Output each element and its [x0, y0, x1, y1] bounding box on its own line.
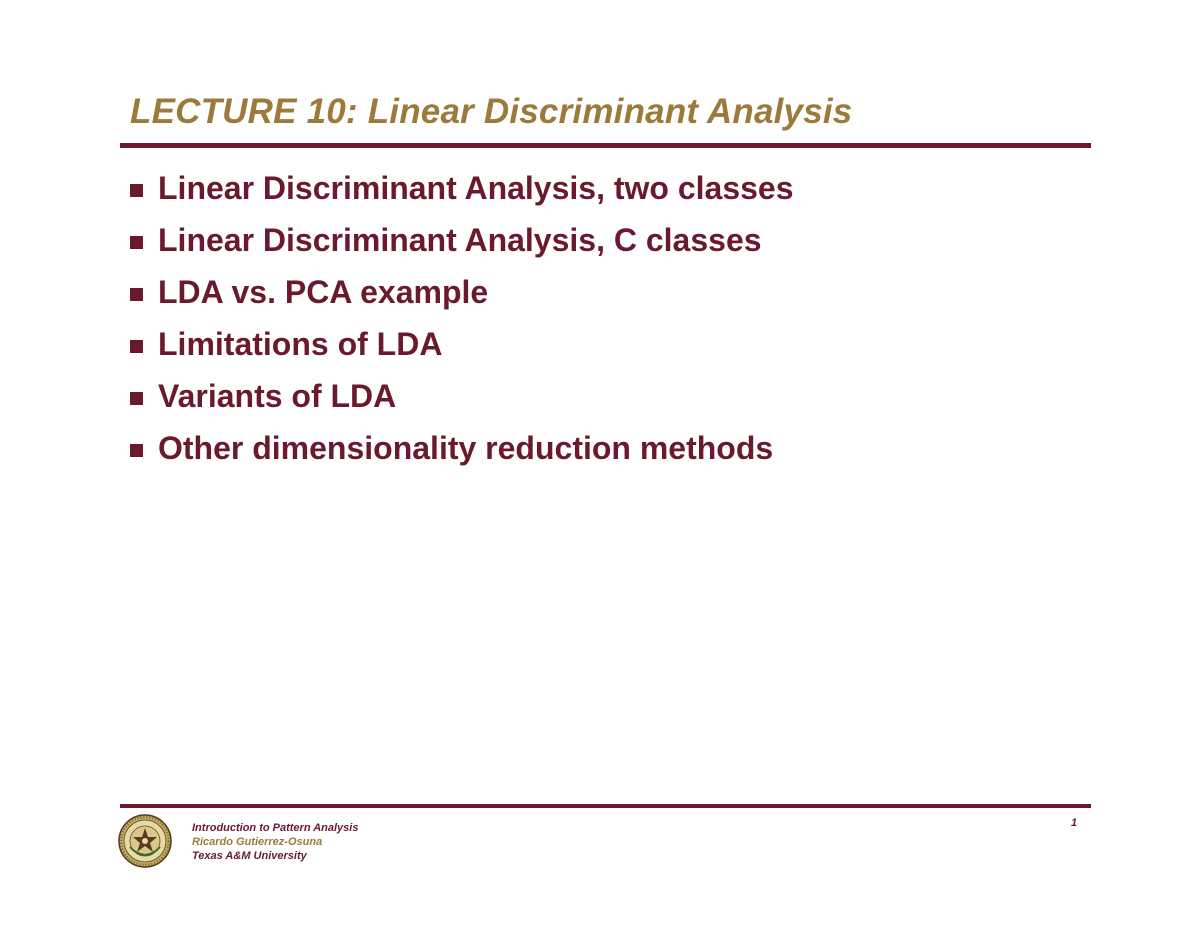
- bullet-item: [130, 162, 794, 214]
- bullet-item: [130, 266, 794, 318]
- square-bullet-icon: [130, 340, 143, 353]
- bullet-text: LDA vs. PCA example: [158, 273, 489, 310]
- square-bullet-icon: [130, 288, 143, 301]
- square-bullet-icon: [130, 184, 143, 197]
- bullet-text: Linear Discriminant Analysis, two classes: [158, 169, 794, 206]
- square-bullet-icon: [130, 444, 143, 457]
- bullet-item: [130, 422, 794, 474]
- square-bullet-icon: [130, 392, 143, 405]
- bullet-item: [130, 370, 794, 422]
- bullet-text: Variants of LDA: [158, 377, 397, 414]
- university-seal-icon: [118, 814, 172, 868]
- footer-course-title: Introduction to Pattern Analysis: [192, 822, 359, 834]
- bullet-item: [130, 214, 794, 266]
- page-number: 1: [1071, 817, 1078, 829]
- bullet-text: Limitations of LDA: [158, 325, 443, 362]
- footer-author: Ricardo Gutierrez-Osuna: [192, 836, 323, 848]
- bullet-text: Other dimensionality reduction methods: [158, 429, 774, 466]
- title-divider: [120, 143, 1091, 148]
- slide-title: LECTURE 10: Linear Discriminant Analysis: [130, 92, 853, 131]
- square-bullet-icon: [130, 236, 143, 249]
- bullet-text: Linear Discriminant Analysis, C classes: [158, 221, 762, 258]
- bullet-list: [130, 162, 794, 474]
- footer-divider: [120, 804, 1091, 808]
- footer-university: Texas A&M University: [192, 850, 307, 862]
- bullet-item: [130, 318, 794, 370]
- footer-credits: [192, 821, 358, 863]
